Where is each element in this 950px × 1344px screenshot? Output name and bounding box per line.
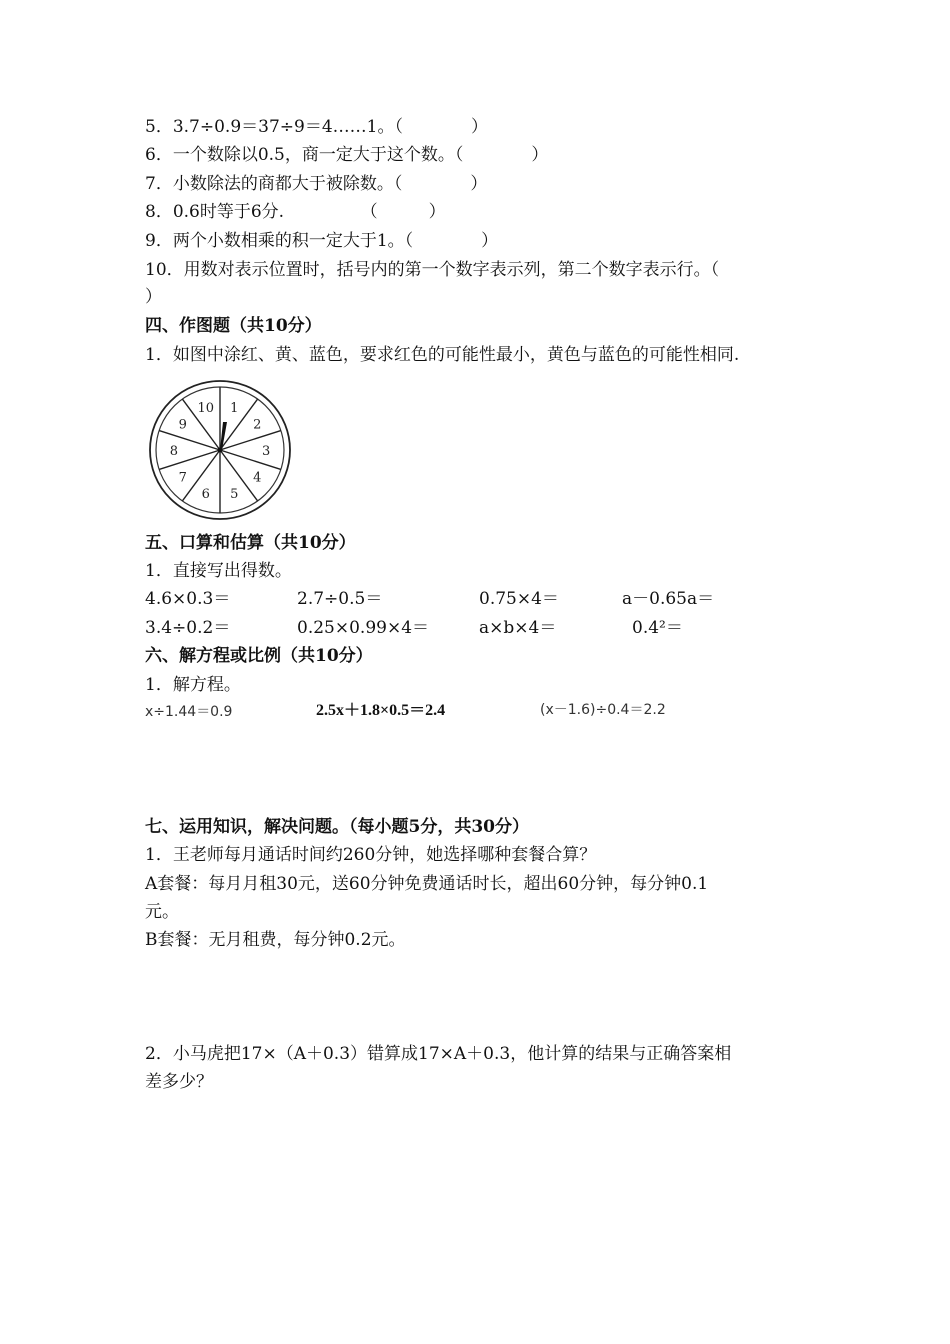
- oral-calc-item: 2.7÷0.5＝: [297, 589, 383, 609]
- wheel-number: 7: [178, 470, 187, 486]
- oral-calc-item: a×b×4＝: [479, 618, 557, 638]
- section-7-question-1: 1．王老师每月通话时间约260分钟，她选择哪种套餐合算？: [145, 845, 597, 865]
- wheel-number: 10: [197, 400, 215, 416]
- wheel-number: 8: [169, 444, 179, 459]
- section-6-title: 六、解方程或比例（共10分）: [145, 646, 373, 666]
- judge-question-7: 7．小数除法的商都大于被除数。（ ）: [145, 174, 488, 194]
- equation-1: x÷1.44＝0.9: [145, 704, 233, 720]
- wheel-number: 6: [201, 487, 210, 503]
- judge-question-10-bracket: ）: [145, 287, 162, 307]
- oral-calc-item: 0.25×0.99×4＝: [297, 618, 430, 638]
- judge-question-8: 8．0.6时等于6分. （ ）: [145, 202, 446, 222]
- section-7-question-2: 2．小马虎把17×（A＋0.3）错算成17×A＋0.3，他计算的结果与正确答案相: [145, 1044, 732, 1064]
- section-5-question-1: 1．直接写出得数。: [145, 561, 292, 581]
- judge-question-9: 9．两个小数相乘的积一定大于1。（ ）: [145, 231, 499, 251]
- oral-calc-item: 4.6×0.3＝: [145, 589, 231, 609]
- section-7-title: 七、运用知识，解决问题。（每小题5分，共30分）: [145, 817, 529, 837]
- plan-b-line: B套餐：无月租费，每分钟0.2元。: [145, 930, 406, 950]
- oral-calc-item: 0.75×4＝: [479, 589, 559, 609]
- wheel-number: 3: [261, 444, 271, 459]
- section-7-question-2-cont: 差多少？: [145, 1072, 213, 1092]
- wheel-center-pin: [218, 448, 223, 453]
- spinner-wheel: [147, 378, 293, 522]
- section-5-title: 五、口算和估算（共10分）: [145, 533, 356, 553]
- equation-2: 2.5x＋1.8×0.5＝2.4: [316, 702, 446, 719]
- wheel-number: 4: [253, 470, 262, 486]
- plan-a-line-2: 元。: [145, 902, 179, 922]
- section-4-question-1: 1．如图中涂红、黄、蓝色，要求红色的可能性最小，黄色与蓝色的可能性相同.: [145, 345, 740, 365]
- wheel-number: 9: [178, 417, 187, 433]
- wheel-number: 5: [230, 487, 239, 503]
- judge-question-5: 5．3.7÷0.9＝37÷9＝4……1。（ ）: [145, 117, 488, 137]
- oral-calc-item: 0.4²＝: [632, 618, 683, 638]
- oral-calc-item: a－0.65a＝: [622, 589, 715, 609]
- wheel-number: 1: [230, 400, 239, 416]
- oral-calc-item: 3.4÷0.2＝: [145, 618, 231, 638]
- section-6-question-1: 1．解方程。: [145, 675, 241, 695]
- judge-question-10: 10．用数对表示位置时，括号内的第一个数字表示列，第二个数字表示行。（: [145, 260, 720, 280]
- wheel-number: 2: [253, 417, 262, 433]
- equation-3: (x－1.6)÷0.4＝2.2: [540, 702, 666, 718]
- judge-question-6: 6．一个数除以0.5，商一定大于这个数。（ ）: [145, 145, 549, 165]
- plan-a-line-1: A套餐：每月月租30元，送60分钟免费通话时长，超出60分钟，每分钟0.1: [145, 874, 709, 894]
- section-4-title: 四、作图题（共10分）: [145, 316, 322, 336]
